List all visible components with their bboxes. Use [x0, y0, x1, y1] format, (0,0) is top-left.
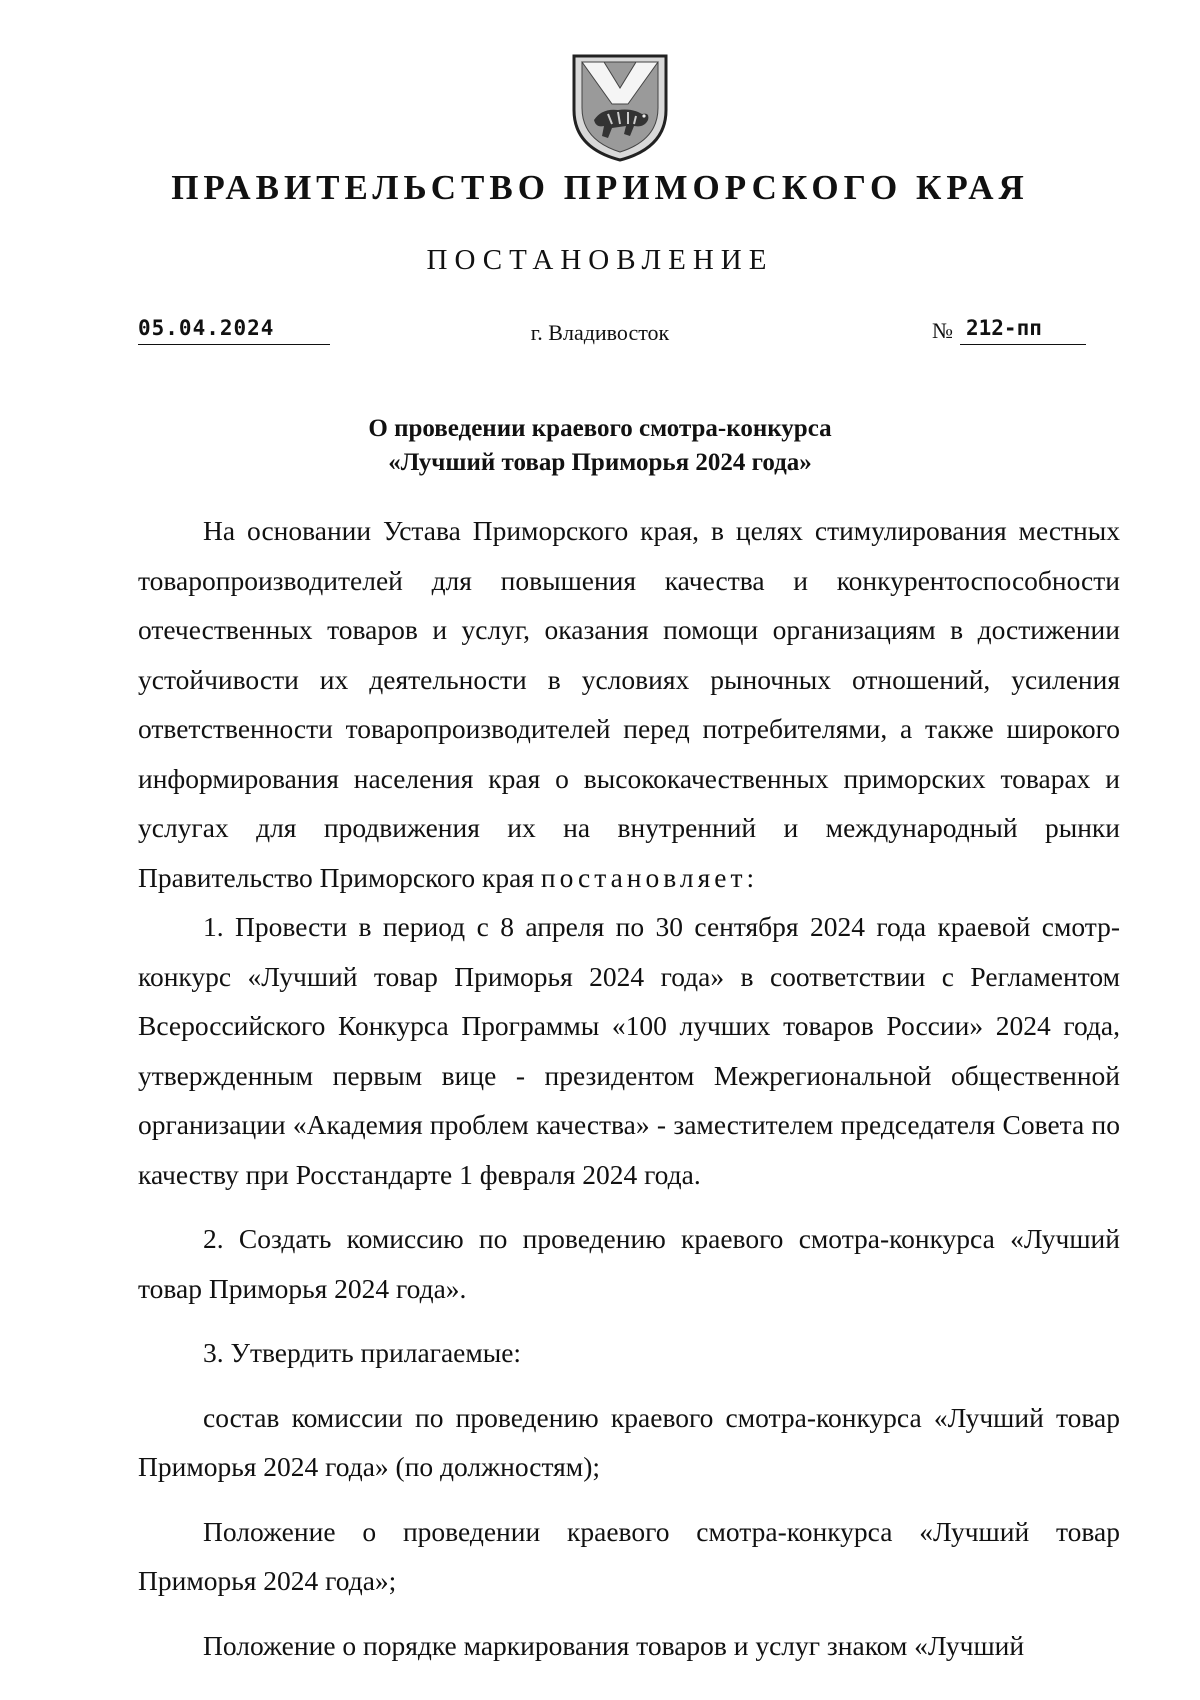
- preamble-paragraph: [138, 506, 1120, 902]
- document-number: 212-пп: [960, 316, 1086, 345]
- document-date: 05.04.2024: [138, 316, 330, 345]
- document-city: г. Владивосток: [530, 320, 670, 345]
- item-3c-paragraph: Положение о порядке маркирования товаров и услуг знаком «Лучший: [203, 1629, 1025, 1661]
- decree-colon: :: [746, 861, 755, 893]
- primorsky-coat-of-arms-icon: [568, 48, 672, 164]
- government-title: ПРАВИТЕЛЬСТВО ПРИМОРСКОГО КРАЯ: [171, 168, 1029, 207]
- item-3-paragraph: 3. Утвердить прилагаемые:: [203, 1337, 522, 1368]
- document-number-label: №: [932, 318, 953, 343]
- preamble-text: На основании Устава Приморского края, в целях стимулирования местных товаропроизводителей для повышения качества и конкурентоспособности отечественных товаров и услуг, оказания помощи организациям в достижении устойчивости их деятельности в условиях рыночных отношений, усиления ответственности товаропроизводителей перед потребителями, а также широкого информирования населения края о высококачественных приморских товарах и услугах для продвижения их на внутренний и международный рынки Правительство Приморского края: [138, 515, 1120, 893]
- item-1-paragraph: 1. Провести в период с 8 апреля по 30 сентября 2024 года краевой смотр-конкурс «Лучший товар Приморья 2024 года» в соответствии с Регламентом Всероссийского Конкурса Программы «100 лучших товаров России» 2024 года, утвержденным первым вице - президентом Межрегиональной общественной организации «Академия проблем качества» - заместителем председателя Совета по качеству при Росстандарте 1 февраля 2024 года.: [138, 911, 1120, 1190]
- document-type-heading: ПОСТАНОВЛЕНИЕ: [426, 244, 774, 276]
- document-meta-row: [0, 312, 1200, 352]
- document-body: [138, 506, 1120, 1670]
- subject-line-2: «Лучший товар Приморья 2024 года»: [388, 449, 812, 476]
- document-subject: [0, 412, 1200, 480]
- item-3a-paragraph: состав комиссии по проведению краевого смотра-конкурса «Лучший товар Приморья 2024 года» (по должностям);: [138, 1401, 1120, 1482]
- item-3b-paragraph: Положение о проведении краевого смотра-конкурса «Лучший товар Приморья 2024 года»;: [138, 1515, 1120, 1596]
- decree-word: постановляет: [540, 861, 747, 893]
- item-2-paragraph: 2. Создать комиссию по проведению краевого смотра-конкурса «Лучший товар Приморья 2024 года».: [138, 1223, 1120, 1304]
- subject-line-1: О проведении краевого смотра-конкурса: [368, 415, 832, 442]
